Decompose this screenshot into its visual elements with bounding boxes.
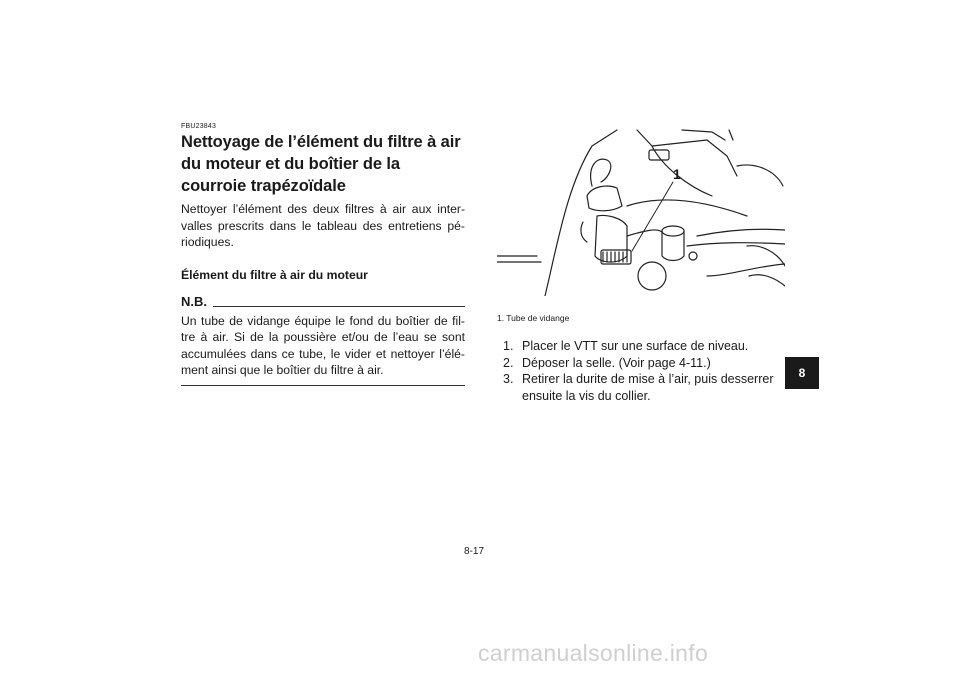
subheading: Élément du filtre à air du moteur <box>181 267 368 282</box>
engine-drawing <box>497 126 785 296</box>
step-text: Placer le VTT sur une surface de niveau. <box>522 339 749 353</box>
watermark: carmanualsonline.info <box>478 640 709 666</box>
note-label: N.B. <box>181 293 207 309</box>
figure-callout: 1 <box>673 166 681 182</box>
intro-paragraph: Nettoyer l’élément des deux filtres à air aux inter-valles prescrits dans le tableau des entretiens pé-riodiques. <box>181 202 465 249</box>
note-header <box>181 295 465 309</box>
note-divider <box>213 306 465 307</box>
section-code: FBU23843 <box>181 123 217 130</box>
chapter-tab[interactable]: 8 <box>785 357 819 389</box>
list-item <box>503 371 803 404</box>
page-number: 8-17 <box>464 546 485 557</box>
note-text: Un tube de vidange équipe le fond du boîtier de fil-tre à air. Si de la poussière et/ou de l’eau se sont accumulées dans ce tube, le vider et nettoyer l’élé-ment ainsi que le boîtier du filtre à air. <box>181 313 465 377</box>
step-number: 3. <box>503 372 514 386</box>
note-end-rule <box>181 385 465 386</box>
air-filter-illustration <box>497 126 785 296</box>
section-title: Nettoyage de l’élément du filtre à air du moteur et du boîtier de la courroie trapézoïdale <box>181 133 461 195</box>
step-text: Retirer la durite de mise à l’air, puis desserrer ensuite la vis du collier. <box>522 372 774 403</box>
step-number: 1. <box>503 339 514 353</box>
list-item <box>503 338 803 355</box>
left-column <box>181 122 465 386</box>
step-list <box>503 338 803 404</box>
step-number: 2. <box>503 355 514 370</box>
step-text: Déposer la selle. (Voir page 4-11.) <box>522 355 711 370</box>
figure-caption: 1. Tube de vidange <box>497 313 570 323</box>
list-item <box>503 355 803 372</box>
